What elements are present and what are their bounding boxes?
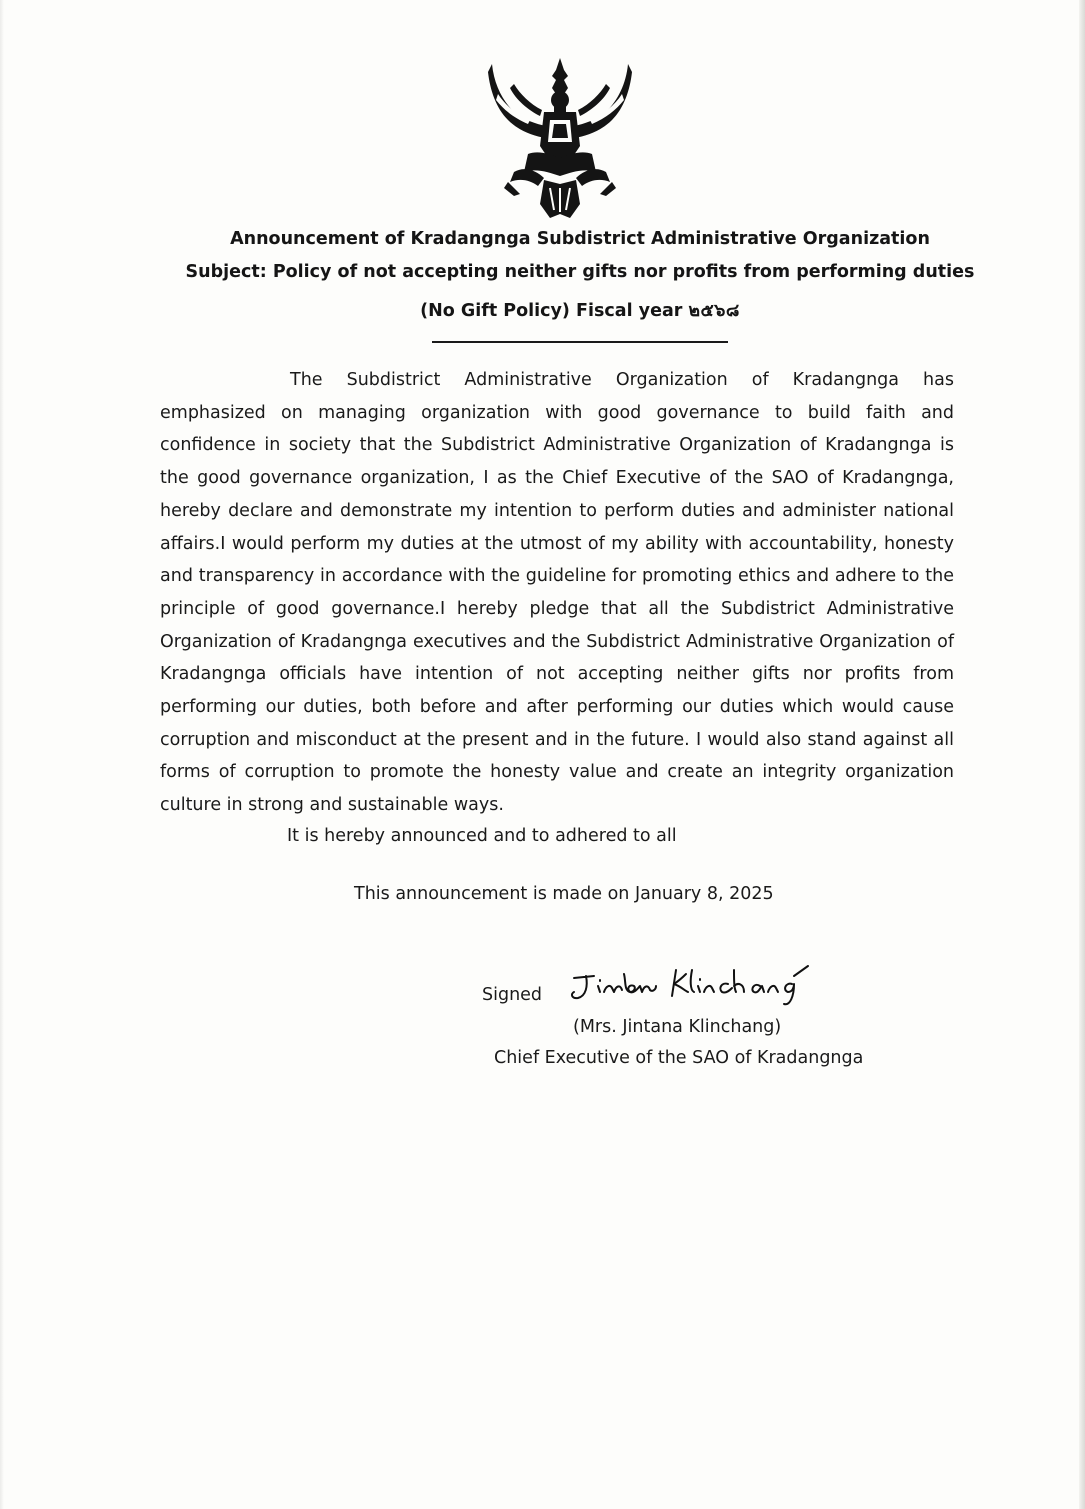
- signer-title: Chief Executive of the SAO of Kradangnga: [494, 1048, 864, 1068]
- signed-label: Signed: [482, 985, 543, 1005]
- paper-edge-left: [0, 0, 4, 1509]
- announcement-subject: Subject: Policy of not accepting neither gifts nor profits from performing duties: [185, 262, 975, 282]
- closing-statement: It is hereby announced and to adhered to all: [287, 826, 677, 846]
- signer-name: (Mrs. Jintana Klinchang): [573, 1017, 782, 1037]
- fiscal-year: ๒๕๖๘: [688, 301, 740, 321]
- paper-edge-right: [1079, 0, 1085, 1509]
- heading-divider: [432, 341, 728, 343]
- policy-fiscal-year-line: [140, 296, 1020, 324]
- announcement-date: This announcement is made on January 8, 2025: [354, 884, 774, 904]
- garuda-emblem-icon: [484, 54, 636, 220]
- policy-name: (No Gift Policy) Fiscal year: [420, 301, 683, 321]
- announcement-body: The Subdistrict Administrative Organization of Kradangnga has emphasized on managing organization with good governance to build faith and confidence in society that the Subdistrict Administrative Organization of Kradangnga is the good governance organization, I as the Chief Executive of the SAO of Kradangnga, hereby declare and demonstrate my intention to perform duties and administer national affairs.I would perform my duties at the utmost of my ability with accountability, honesty and transparency in accordance with the guideline for promoting ethics and adhere to the principle of good governance.I hereby pledge that all the Subdistrict Administrative Organization of Kradangnga executives and the Subdistrict Administrative Organization of Kradangnga officials have intention of not accepting neither gifts nor profits from performing our duties, both before and after performing our duties which would cause corruption and misconduct at the present and in the future. I would also stand against all forms of corruption to promote the honesty value and create an integrity organization culture in strong and sustainable ways.: [160, 370, 954, 816]
- handwritten-signature: [564, 962, 814, 1012]
- announcement-title: Announcement of Kradangnga Subdistrict Administrative Organization: [230, 229, 930, 249]
